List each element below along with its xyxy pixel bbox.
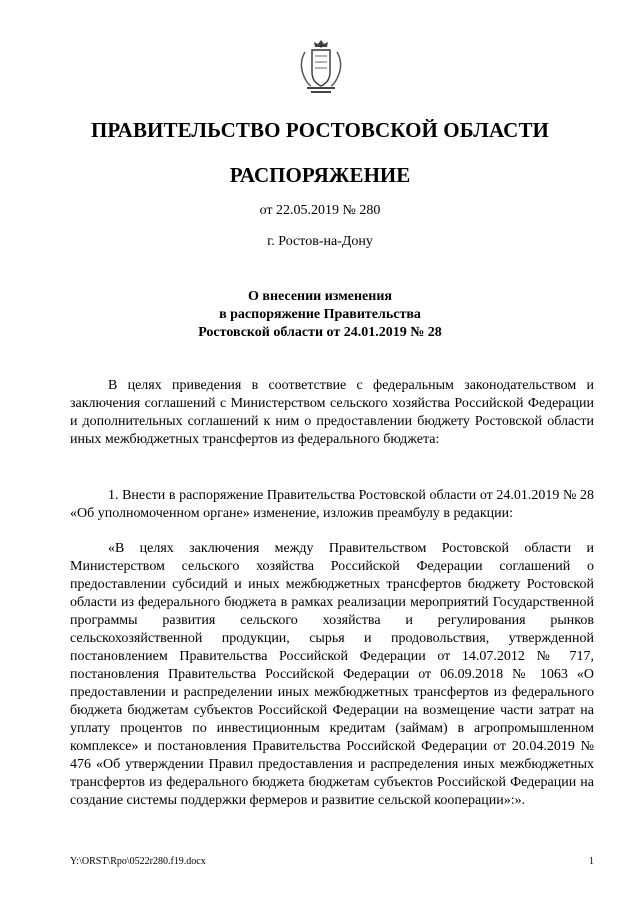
footer-file-path: Y:\ORST\Rpo\0522r280.f19.docx — [70, 856, 206, 867]
paragraph-new-preamble-text: «В целях заключения между Правительством Ростовской области и Министерством сельского хозяйства Российской Федерации соглашений о предоставлении субсидий и иных межбюджетных трансфертов бюджету Ростовской области из федерального бюджета в рамках реализации мероприятий Государственной программы развития сельского хозяйства и регулирования рынков сельскохозяйственной продукции, сырья и продовольствия, утвержденной постановлением Правительства Российской Федерации от 14.07.2012 № 717, постановления Правительства Российской Федерации от 06.09.2018 № 1063 «О предоставлении и распределении иных межбюджетных трансфертов из федерального бюджета бюджетам субъектов Российской Федерации на возмещение части затрат на уплату процентов по инвестиционным кредитам (займам) в агропромышленном комплексе» и постановления Правительства Российской Федерации от 20.04.2019 № 476 «Об утверждении Правил предоставления и распределения иных межбюджетных трансфертов из федерального бюджета бюджетам субъектов Российской Федерации на создание системы поддержки фермеров и развитие сельской кооперации»:». — [70, 541, 594, 808]
paragraph-preamble-text: В целях приведения в соответствие с федеральным законодательством и заключения соглашений с Министерством сельского хозяйства Российской Федерации и дополнительных соглашений к ним о предоставлении бюджету Ростовской области иных межбюджетных трансфертов из федерального бюджета: — [70, 378, 594, 447]
coat-of-arms-emblem — [297, 38, 345, 98]
subject-heading — [0, 288, 640, 342]
subject-line-3: Ростовской области от 24.01.2019 № 28 — [198, 325, 442, 340]
paragraph-item-1 — [70, 487, 594, 523]
paragraph-item-1-text: 1. Внести в распоряжение Правительства Ростовской области от 24.01.2019 № 28 «Об уполномоченном органе» изменение, изложив преамбулу в редакции: — [70, 488, 594, 521]
paragraph-preamble — [70, 377, 594, 449]
subject-line-1: О внесении изменения — [248, 289, 392, 304]
footer-page-number: 1 — [589, 856, 594, 867]
government-title: ПРАВИТЕЛЬСТВО РОСТОВСКОЙ ОБЛАСТИ — [91, 118, 549, 142]
subject-line-2: в распоряжение Правительства — [219, 307, 421, 322]
document-type: РАСПОРЯЖЕНИЕ — [229, 163, 411, 187]
date-number: от 22.05.2019 № 280 — [259, 203, 381, 218]
city: г. Ростов-на-Дону — [267, 234, 373, 249]
paragraph-new-preamble — [70, 540, 594, 810]
